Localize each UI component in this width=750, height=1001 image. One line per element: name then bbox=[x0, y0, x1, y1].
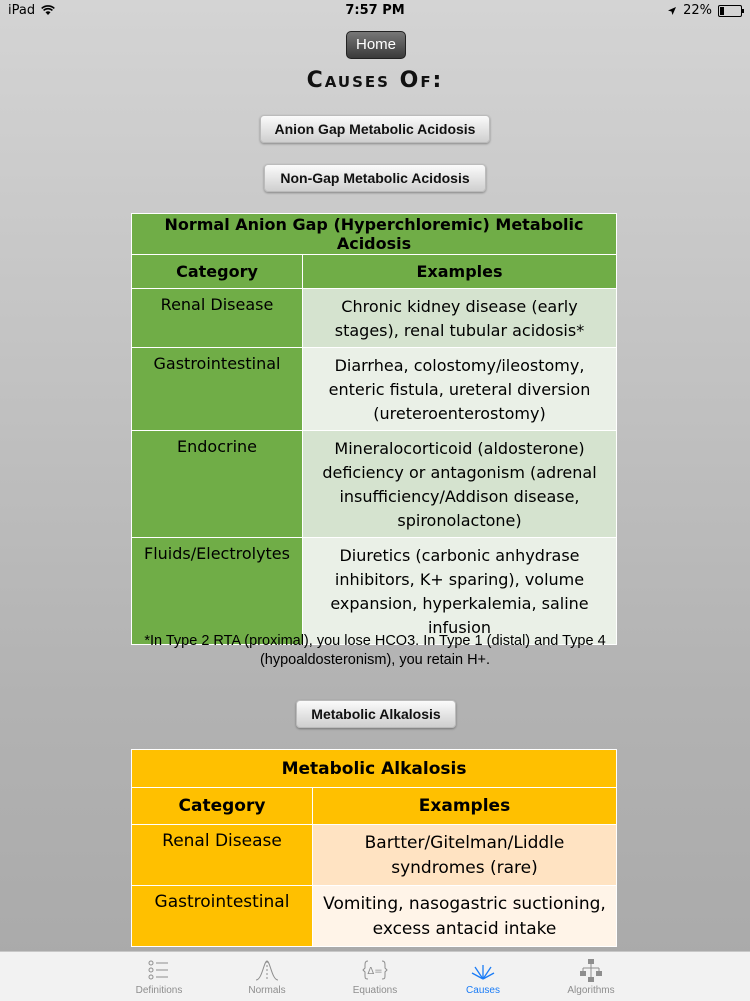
tab-label: Definitions bbox=[135, 985, 183, 996]
status-bar bbox=[0, 0, 750, 22]
bell-curve-icon bbox=[254, 957, 280, 983]
category-cell: Renal Disease bbox=[132, 289, 303, 348]
causes-icon bbox=[470, 957, 496, 983]
examples-cell: Bartter/Gitelman/Liddle syndromes (rare) bbox=[313, 825, 617, 886]
examples-cell: Chronic kidney disease (early stages), renal tubular acidosis* bbox=[303, 289, 617, 348]
metabolic-alkalosis-button[interactable]: Metabolic Alkalosis bbox=[296, 700, 456, 728]
equation-icon bbox=[362, 957, 388, 983]
tab-normals[interactable] bbox=[213, 952, 321, 1001]
tab-causes[interactable] bbox=[429, 952, 537, 1001]
tab-label: Equations bbox=[352, 985, 398, 996]
table-row bbox=[132, 348, 617, 431]
non-gap-acidosis-table bbox=[131, 213, 617, 645]
table-title: Normal Anion Gap (Hyperchloremic) Metabolic Acidosis bbox=[132, 214, 617, 255]
table-row bbox=[132, 431, 617, 538]
tab-bar bbox=[0, 951, 750, 1001]
battery-percent: 22% bbox=[683, 3, 712, 18]
metabolic-alkalosis-table bbox=[131, 749, 617, 947]
category-cell: Renal Disease bbox=[132, 825, 313, 886]
examples-cell: Diarrhea, colostomy/ileostomy, enteric fistula, ureteral diversion (ureteroenterostomy) bbox=[303, 348, 617, 431]
examples-header: Examples bbox=[313, 788, 617, 825]
table-row bbox=[132, 289, 617, 348]
page-title: Causes Of: bbox=[306, 68, 444, 93]
home-button[interactable]: Home bbox=[346, 31, 406, 59]
flowchart-icon bbox=[578, 957, 604, 983]
category-cell: Endocrine bbox=[132, 431, 303, 538]
list-icon bbox=[146, 957, 172, 983]
examples-cell: Diuretics (carbonic anhydrase inhibitors, K+ sparing), volume expansion, hyperkalemia, saline infusion bbox=[303, 538, 617, 645]
table-title: Metabolic Alkalosis bbox=[132, 750, 617, 788]
battery-icon bbox=[718, 5, 742, 17]
table-row bbox=[132, 538, 617, 645]
tab-definitions[interactable] bbox=[105, 952, 213, 1001]
svg-text:Δ=: Δ= bbox=[367, 966, 383, 977]
non-gap-button[interactable]: Non-Gap Metabolic Acidosis bbox=[264, 164, 486, 192]
examples-header: Examples bbox=[303, 255, 617, 289]
clock: 7:57 PM bbox=[345, 3, 405, 18]
category-cell: Gastrointestinal bbox=[132, 348, 303, 431]
table-row bbox=[132, 886, 617, 947]
category-cell: Fluids/Electrolytes bbox=[132, 538, 303, 645]
anion-gap-button[interactable]: Anion Gap Metabolic Acidosis bbox=[260, 115, 490, 143]
examples-cell: Vomiting, nasogastric suctioning, excess antacid intake bbox=[313, 886, 617, 947]
tab-label: Causes bbox=[466, 985, 500, 996]
category-header: Category bbox=[132, 255, 303, 289]
tab-algorithms[interactable] bbox=[537, 952, 645, 1001]
tab-label: Normals bbox=[248, 985, 286, 996]
device-name: iPad bbox=[8, 3, 36, 18]
table-row bbox=[132, 825, 617, 886]
category-cell: Gastrointestinal bbox=[132, 886, 313, 947]
rta-footnote: *In Type 2 RTA (proximal), you lose HCO3. In Type 1 (distal) and Type 4 (hypoaldosteronism), you retain H+. bbox=[144, 633, 606, 668]
tab-label: Algorithms bbox=[567, 985, 615, 996]
examples-cell: Mineralocorticoid (aldosterone) deficiency or antagonism (adrenal insufficiency/Addison disease, spironolactone) bbox=[303, 431, 617, 538]
location-arrow-icon bbox=[667, 6, 677, 16]
category-header: Category bbox=[132, 788, 313, 825]
tab-equations[interactable] bbox=[321, 952, 429, 1001]
